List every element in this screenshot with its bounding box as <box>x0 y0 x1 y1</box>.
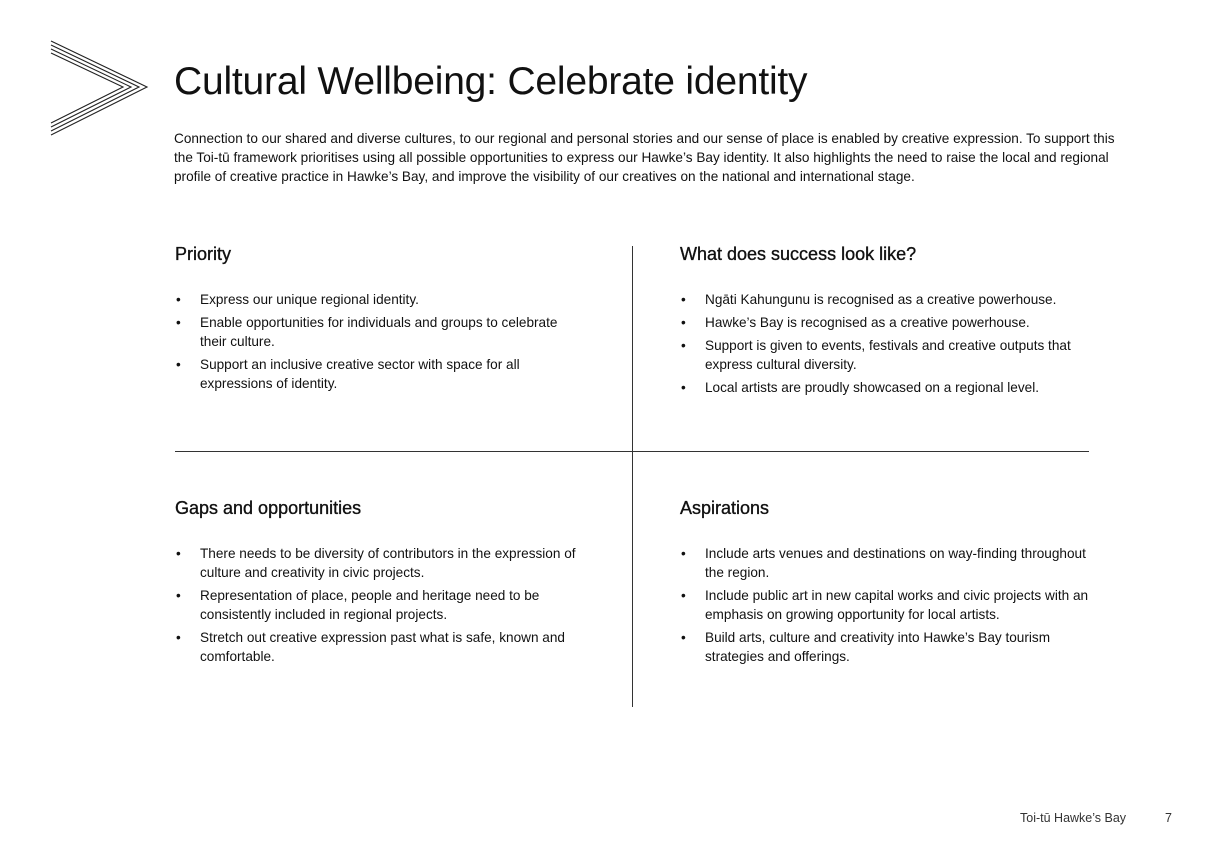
bullet-list <box>680 290 1090 401</box>
list-item-text: Support an inclusive creative sector with space for all expressions of identity. <box>200 357 520 391</box>
bullet-list <box>175 544 585 670</box>
list-item <box>680 586 1090 624</box>
list-item-text: Enable opportunities for individuals and groups to celebrate their culture. <box>200 315 558 349</box>
vertical-divider <box>632 246 633 707</box>
success-section <box>680 243 1100 395</box>
bullet-icon: • <box>681 292 686 307</box>
list-item-text: Stretch out creative expression past what is safe, known and comfortable. <box>200 630 565 664</box>
section-heading: Gaps and opportunities <box>175 498 362 518</box>
chevron-logo-icon <box>48 38 150 138</box>
intro-paragraph: Connection to our shared and diverse cultures, to our regional and personal stories and our sense of place is enabled by creative expression. To support this the Toi-tū framework prioritises using all possible opportunities to express our Hawke’s Bay identity. It also highlights the need to raise the local and regional profile of creative practice in Hawke’s Bay, and improve the visibility of our creatives on the national and international stage. <box>174 131 1115 184</box>
page-number: 7 <box>1165 811 1172 825</box>
section-heading: What does success look like? <box>680 244 917 264</box>
list-item-text: There needs to be diversity of contributors in the expression of culture and creativity in civic projects. <box>200 546 576 580</box>
bullet-icon: • <box>176 357 181 372</box>
list-item-text: Include arts venues and destinations on way-finding throughout the region. <box>705 546 1086 580</box>
bullet-icon: • <box>176 630 181 645</box>
list-item <box>175 544 585 582</box>
aspirations-section <box>680 497 1100 664</box>
section-heading: Aspirations <box>680 498 770 518</box>
list-item-text: Support is given to events, festivals and creative outputs that express cultural diversity. <box>705 338 1071 372</box>
list-item <box>175 290 585 309</box>
list-item <box>175 313 585 351</box>
list-item <box>175 628 585 666</box>
list-item <box>680 628 1090 666</box>
list-item-text: Hawke’s Bay is recognised as a creative powerhouse. <box>705 315 1030 330</box>
list-item-text: Representation of place, people and heritage need to be consistently included in regional projects. <box>200 588 540 622</box>
list-item <box>680 290 1090 309</box>
bullet-icon: • <box>681 315 686 330</box>
bullet-icon: • <box>176 588 181 603</box>
list-item <box>175 586 585 624</box>
bullet-icon: • <box>176 315 181 330</box>
footer-document-title: Toi-tū Hawke’s Bay <box>1020 811 1127 825</box>
list-item <box>680 378 1090 397</box>
horizontal-divider <box>175 451 1089 452</box>
list-item-text: Express our unique regional identity. <box>200 292 419 307</box>
list-item-text: Ngāti Kahungunu is recognised as a creative powerhouse. <box>705 292 1057 307</box>
list-item-text: Build arts, culture and creativity into Hawke’s Bay tourism strategies and offerings. <box>705 630 1051 664</box>
bullet-icon: • <box>681 338 686 353</box>
bullet-icon: • <box>176 546 181 561</box>
list-item <box>680 336 1090 374</box>
gaps-section <box>175 497 595 664</box>
page-title: Cultural Wellbeing: Celebrate identity <box>174 60 808 103</box>
bullet-icon: • <box>681 588 686 603</box>
priority-section <box>175 243 595 391</box>
list-item <box>680 313 1090 332</box>
bullet-icon: • <box>681 546 686 561</box>
bullet-icon: • <box>681 630 686 645</box>
list-item-text: Include public art in new capital works and civic projects with an emphasis on growing opportunity for local artists. <box>705 588 1089 622</box>
bullet-list <box>680 544 1090 670</box>
bullet-list <box>175 290 585 397</box>
bullet-icon: • <box>176 292 181 307</box>
list-item <box>680 544 1090 582</box>
section-heading: Priority <box>175 244 232 264</box>
list-item <box>175 355 585 393</box>
bullet-icon: • <box>681 380 686 395</box>
list-item-text: Local artists are proudly showcased on a regional level. <box>705 380 1039 395</box>
